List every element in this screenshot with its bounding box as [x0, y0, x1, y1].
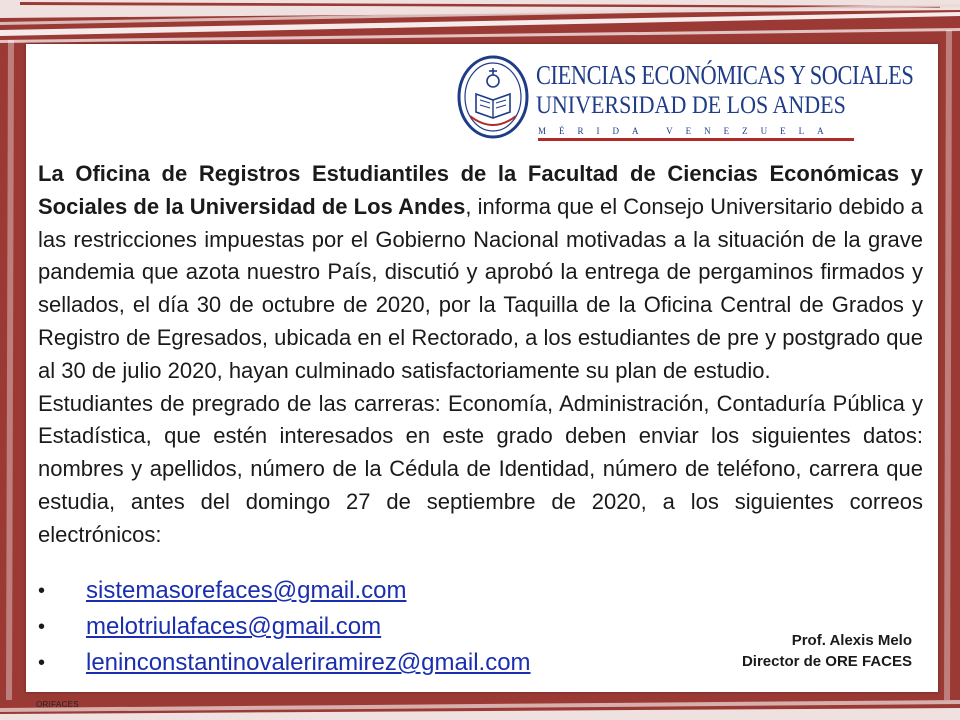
signature-name: Prof. Alexis Melo	[791, 632, 912, 649]
bullet-icon: •	[38, 651, 46, 674]
email-link[interactable]: leninconstantinovaleriramirez@gmail.com	[86, 649, 531, 676]
logo-university-name: UNIVERSIDAD DE LOS ANDES	[536, 92, 846, 119]
signature-block	[742, 630, 912, 672]
faculty-logo	[456, 54, 914, 146]
signature-title: Director de ORE FACES	[741, 653, 912, 670]
footer-label: ORIFACES	[36, 700, 79, 709]
logo-location	[538, 124, 854, 138]
logo-location-text: MÉRIDA VENEZUELA	[538, 126, 837, 136]
announcement-paragraph-2: Estudiantes de pregrado de las carreras: Economía, Administración, Contaduría Pública y Estadística, que estén interesados en este grado deben enviar los siguientes datos: nombres y apellidos, número de la Cédula de Identidad, número de teléfono, carrera que estudia, antes del domingo 27 de septiembre de 2020, a los siguientes correos electrónicos:	[38, 390, 923, 547]
email-link[interactable]: melotriulafaces@gmail.com	[86, 613, 382, 640]
announcement-paragraph-1-rest: , informa que el Consejo Universitario debido a las restricciones impuestas por el Gobierno Nacional motivadas a la situación de la grave pandemia que azota nuestro País, discutió y aprobó la entrega de pergaminos firmados y sellados, el día 30 de octubre de 2020, por la Taquilla de la Oficina Central de Grados y Registro de Egresados, ubicada en el Rectorado, a los estudiantes de pre y postgrado que al 30 de julio 2020, hayan culminado satisfactoriamente su plan de estudio.	[38, 193, 924, 383]
announcement-body	[38, 158, 923, 552]
bullet-icon: •	[38, 579, 46, 602]
bullet-icon: •	[38, 615, 46, 638]
logo-divider	[538, 138, 854, 141]
announcement-lead-bold: La Oficina de Registros Estudiantiles de la Facultad de Ciencias Económicas y Sociales de la Universidad de Los Andes	[38, 161, 923, 219]
email-list	[38, 573, 531, 681]
email-link[interactable]: sistemasorefaces@gmail.com	[86, 577, 407, 604]
list-item	[38, 645, 531, 681]
announcement-paragraph-1	[38, 158, 923, 388]
list-item	[38, 573, 531, 609]
logo-faculty-name: CIENCIAS ECONÓMICAS Y SOCIALES	[536, 60, 914, 90]
university-seal-icon	[456, 54, 530, 140]
list-item	[38, 609, 531, 645]
